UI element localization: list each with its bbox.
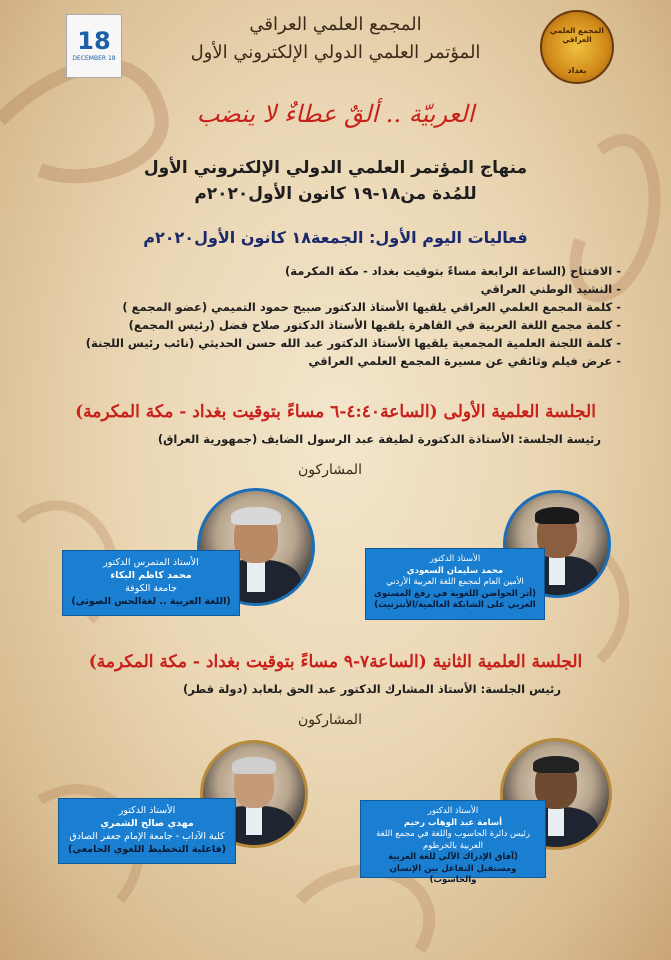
speaker-name: محمد كاظم البكاء: [110, 570, 192, 581]
session2-participants-label: المشاركون: [298, 712, 362, 728]
speaker-card: [62, 550, 240, 616]
speaker-rank: الأستاذ الدكتور: [118, 805, 176, 816]
agenda-title: منهاج المؤتمر العلمي الدولي الإلكتروني الأول: [143, 158, 528, 178]
speaker-name: أسامة عبد الوهاب رحيم: [403, 817, 503, 828]
speaker-affiliation: الأمين العام لمجمع اللغة العربية الأردني: [386, 577, 524, 587]
slogan: العربيّة .. ألقٌ عطاءٌ لا ينضب: [196, 100, 475, 128]
seal-sub: بغداد: [567, 66, 587, 75]
speaker-card: [58, 798, 236, 864]
conference-name: المؤتمر العلمي الدولي الإلكتروني الأول: [190, 42, 481, 63]
academy-name: المجمع العلمي العراقي: [249, 14, 422, 35]
logo-caption: DECEMBER 18: [72, 55, 116, 62]
speaker-topic: (آفاق الإدراك الآلي للغة العربية ومستقبل التفاعل بين الإنسان والحاسوب): [388, 852, 518, 885]
speaker-card: [360, 800, 546, 885]
list-item: - الافتتاح (الساعة الرابعة مساءً بتوقيت بغداد - مكة المكرمة): [285, 264, 621, 278]
list-item: - كلمة المجمع العلمي العراقي يلقيها الأستاذ الدكتور صبيح حمود التميمي (عضو المجمع ): [122, 300, 621, 314]
list-item: - النشيد الوطني العراقي: [480, 282, 621, 296]
list-item: - كلمة اللجنة العلمية المجمعية يلقيها الأستاذ الدكتور عبد الله حسن الحديثي (نائب رئيس اللجنة): [85, 336, 621, 350]
speaker-affiliation: كلية الآداب - جامعة الإمام جعفر الصادق: [69, 831, 225, 842]
speaker-affiliation: رئيس دائرة الحاسوب واللغة في مجمع اللغة العربية بالخرطوم: [376, 829, 530, 851]
session1-participants-label: المشاركون: [298, 462, 362, 478]
speaker-rank: الأستاذ المتمرس الدكتور: [103, 557, 199, 568]
day1-program-list: [61, 262, 621, 370]
list-item: - كلمة مجمع اللغة العربية في القاهرة يلقيها الأستاذ الدكتور صلاح فضل (رئيس المجمع): [128, 318, 621, 332]
logo-number: 18: [77, 27, 111, 55]
conference-period: للمُدة من١٨-١٩ كانون الأول٢٠٢٠م: [194, 184, 477, 204]
session1-title: الجلسة العلمية الأولى (الساعة٤:٤٠-٦ مساءً بتوقيت بغداد - مكة المكرمة): [75, 402, 596, 422]
session2-chair: رئيس الجلسة: الأستاذ المشارك الدكتور عبد الحق بلعابد (دولة قطر): [182, 682, 561, 696]
session1-chair: رئيسة الجلسة: الأستاذة الدكتورة لطيفة عبد الرسول الضايف (جمهورية العراق): [157, 432, 601, 446]
speaker-topic: (أثر الحواضن اللغوية في رفع المستوى العربي على الشابكة العالمية/الأنترنيت): [374, 588, 536, 610]
session2-title: الجلسة العلمية الثانية (الساعة٧-٩ مساءً بتوقيت بغداد - مكة المكرمة): [88, 652, 583, 672]
speaker-name: مهدي صالح الشمري: [100, 818, 194, 829]
speaker-topic: (فاعلية التخطيط اللغوي الجامعي): [67, 844, 227, 855]
seal-text: المجمع العلمي العراقي: [550, 26, 604, 44]
speaker-rank: الأستاذ الدكتور: [429, 554, 481, 564]
speaker-affiliation: جامعة الكوفة: [125, 583, 177, 594]
speaker-rank: الأستاذ الدكتور: [427, 806, 479, 816]
list-item: - عرض فيلم وثائقي عن مسيرة المجمع العلمي العراقي: [308, 354, 621, 368]
speaker-topic: (اللغة العربية .. لغةالحس الصوتي): [71, 596, 231, 607]
speaker-name: محمد سليمان السعودي: [406, 565, 504, 576]
speaker-card: [365, 548, 545, 620]
day1-title: فعاليات اليوم الأول: الجمعة١٨ كانون الأول٢٠٢٠م: [143, 228, 528, 247]
